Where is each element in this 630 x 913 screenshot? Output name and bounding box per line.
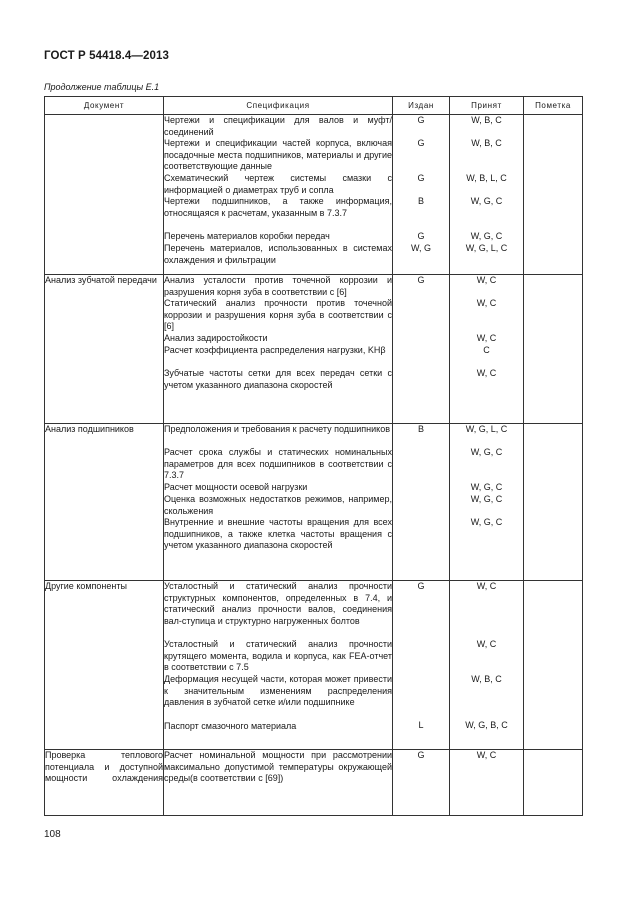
note-cell <box>524 750 583 816</box>
spec-entry: Внутренние и внешние частоты вращения для всех подшипников, а также клетка частоты вращения с учетом указанного диапазона скоростей <box>164 517 392 551</box>
page-number: 108 <box>44 829 61 840</box>
spec-entry: Перечень материалов коробки передач <box>164 231 330 242</box>
col-header-specification: Спецификация <box>164 97 393 115</box>
col-header-issued: Издан <box>393 97 450 115</box>
accepted-value: W, C <box>476 275 497 285</box>
issued-value: G <box>417 581 425 591</box>
spec-entry: Чертежи и спецификации частей корпуса, включая посадочные места подшипников, материалы и другие соответствующие данные <box>164 138 392 172</box>
col-header-accepted: Принят <box>450 97 524 115</box>
table-row <box>45 424 583 581</box>
spec-entry: Анализ задиростойкости <box>164 333 268 344</box>
issued-cell <box>393 115 450 275</box>
spec-entry: Анализ усталости против точечной коррозии и разрушения корня зуба в соответствии с [6] <box>164 275 392 297</box>
spec-entry: Деформация несущей части, которая может привести к значительным изменениям распределения давления в зубчатой сетке и/или подшипнике <box>164 674 392 708</box>
accepted-cell <box>450 115 524 275</box>
issued-value: L <box>418 720 424 731</box>
standard-header: ГОСТ Р 54418.4—2013 <box>44 50 169 62</box>
spec-entry: Чертежи подшипников, а также информация, относящаяся к расчетам, указанным в 7.3.7 <box>164 196 392 218</box>
issued-cell <box>393 581 450 750</box>
issued-value: B <box>417 424 424 434</box>
accepted-value: C <box>483 344 490 355</box>
accepted-value: W, C <box>476 581 497 591</box>
spec-cell <box>164 424 393 581</box>
issued-value: G <box>417 230 425 241</box>
spec-entry: Перечень материалов, использованных в системах охлаждения и фильтрации <box>164 243 392 265</box>
spec-cell <box>164 750 393 816</box>
document-cell: Проверка теплового потенциала и доступной мощности охлаждения <box>45 750 164 816</box>
accepted-value: W, G, C <box>470 516 503 527</box>
issued-cell <box>393 750 450 816</box>
accepted-value: W, G, C <box>470 447 503 458</box>
issued-cell <box>393 275 450 424</box>
spec-table <box>44 96 583 816</box>
accepted-value: W, G, L, C <box>465 424 508 434</box>
accepted-value: W, G, C <box>470 230 503 241</box>
document-cell: Другие компоненты <box>45 581 164 750</box>
col-header-note: Пометка <box>524 97 583 115</box>
spec-entry: Зубчатые частоты сетки для всех передач сетки с учетом указанного диапазона скоростей <box>164 368 392 390</box>
spec-entry: Статический анализ прочности против точечной коррозии и разрушения корня зуба в соответствии с [6] <box>164 298 392 332</box>
accepted-value: W, C <box>476 638 497 649</box>
spec-cell <box>164 115 393 275</box>
issued-value: B <box>417 196 424 207</box>
accepted-value: W, G, C <box>470 493 503 504</box>
accepted-cell <box>450 275 524 424</box>
accepted-value: W, C <box>476 367 497 378</box>
accepted-cell <box>450 750 524 816</box>
spec-entry: Схематический чертеж системы смазки с информацией о диаметрах труб и сопла <box>164 173 392 195</box>
spec-entry: Усталостный и статический анализ прочности крутящего момента, водила и корпуса, как FEA-отчет в соответствии с 7.5 <box>164 639 392 673</box>
issued-value: G <box>417 115 425 125</box>
issued-value: G <box>417 138 425 149</box>
accepted-value: W, C <box>476 332 497 343</box>
issued-value: G <box>417 750 425 760</box>
document-cell: Анализ подшипников <box>45 424 164 581</box>
table-row <box>45 750 583 816</box>
table-header-row <box>45 97 583 115</box>
note-cell <box>524 424 583 581</box>
spec-entry: Оценка возможных недостатков режимов, например, скольжения <box>164 494 392 516</box>
table-row <box>45 581 583 750</box>
spec-entry: Чертежи и спецификации для валов и муфт/соединений <box>164 115 392 137</box>
issued-value: G <box>417 275 425 285</box>
spec-entry: Расчет коэффициента распределения нагрузки, KHβ <box>164 345 386 356</box>
accepted-value: W, G, B, C <box>465 720 508 731</box>
table-row <box>45 275 583 424</box>
accepted-value: W, C <box>476 750 497 760</box>
accepted-value: W, C <box>476 298 497 309</box>
accepted-value: W, G, C <box>470 196 503 207</box>
accepted-cell <box>450 581 524 750</box>
document-cell: Анализ зубчатой передачи <box>45 275 164 424</box>
note-cell <box>524 275 583 424</box>
accepted-value: W, G, L, C <box>465 242 508 253</box>
spec-cell <box>164 581 393 750</box>
spec-entry: Расчет срока службы и статических номинальных параметров для всех подшипников в соответствии с 7.3.7 <box>164 447 392 481</box>
note-cell <box>524 581 583 750</box>
accepted-value: W, B, L, C <box>466 172 507 183</box>
issued-value: W, G <box>411 242 431 253</box>
table-row <box>45 115 583 275</box>
table-caption: Продолжение таблицы Е.1 <box>44 82 160 92</box>
accepted-value: W, G, C <box>470 481 503 492</box>
document-cell <box>45 115 164 275</box>
issued-value: G <box>417 172 425 183</box>
accepted-value: W, B, C <box>471 115 502 125</box>
spec-entry: Расчет мощности осевой нагрузки <box>164 482 308 492</box>
spec-entry: Предположения и требования к расчету подшипников <box>164 424 390 434</box>
accepted-value: W, B, C <box>471 138 502 149</box>
accepted-value: W, B, C <box>471 673 502 684</box>
issued-cell <box>393 424 450 581</box>
spec-entry: Усталостный и статический анализ прочности структурных компонентов, определенных в 7.4, и статический анализ прочности валов, соединения вал-ступица и структурно нагруженных болтов <box>164 581 392 626</box>
spec-entry: Паспорт смазочного материала <box>164 721 297 731</box>
col-header-document: Документ <box>45 97 164 115</box>
accepted-cell <box>450 424 524 581</box>
spec-cell <box>164 275 393 424</box>
spec-entry: Расчет номинальной мощности при рассмотрении максимально допустимой температуры окружающей среды(в соответствии с [69]) <box>164 750 392 784</box>
note-cell <box>524 115 583 275</box>
